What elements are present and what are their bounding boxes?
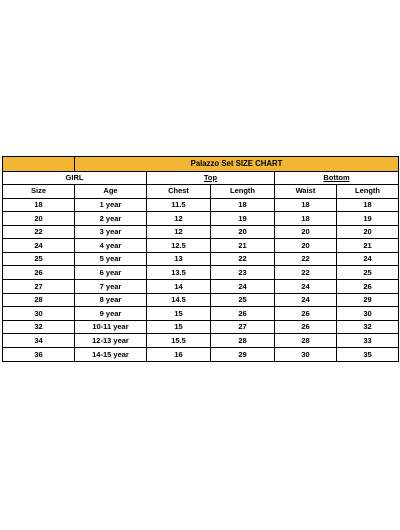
col-header-bottom-length: Length (337, 184, 399, 198)
size-cell: 32 (3, 320, 75, 334)
bottom-length-cell: 26 (337, 280, 399, 294)
top-length-cell: 29 (211, 348, 275, 362)
col-header-age: Age (75, 184, 147, 198)
age-cell: 6 year (75, 266, 147, 280)
waist-cell: 20 (275, 239, 337, 253)
top-length-cell: 21 (211, 239, 275, 253)
size-cell: 20 (3, 212, 75, 226)
bottom-length-cell: 19 (337, 212, 399, 226)
waist-cell: 18 (275, 198, 337, 212)
bottom-length-cell: 21 (337, 239, 399, 253)
bottom-length-cell: 33 (337, 334, 399, 348)
age-cell: 12-13 year (75, 334, 147, 348)
table-row (3, 334, 399, 348)
bottom-length-cell: 25 (337, 266, 399, 280)
table-row (3, 212, 399, 226)
group-top: Top (147, 172, 275, 185)
table-row (3, 280, 399, 294)
table-row (3, 307, 399, 321)
size-cell: 36 (3, 348, 75, 362)
chest-cell: 12.5 (147, 239, 211, 253)
age-cell: 4 year (75, 239, 147, 253)
col-header-top-length: Length (211, 184, 275, 198)
group-header-row (3, 172, 399, 185)
bottom-length-cell: 29 (337, 293, 399, 307)
table-row (3, 225, 399, 239)
table-row (3, 252, 399, 266)
top-length-cell: 19 (211, 212, 275, 226)
chest-cell: 16 (147, 348, 211, 362)
size-cell: 34 (3, 334, 75, 348)
top-length-cell: 20 (211, 225, 275, 239)
chest-cell: 12 (147, 212, 211, 226)
top-length-cell: 27 (211, 320, 275, 334)
title-row (3, 157, 399, 172)
table-row (3, 348, 399, 362)
size-cell: 26 (3, 266, 75, 280)
bottom-length-cell: 24 (337, 252, 399, 266)
waist-cell: 18 (275, 212, 337, 226)
waist-cell: 26 (275, 307, 337, 321)
size-chart-table (2, 156, 399, 362)
group-bottom: Bottom (275, 172, 399, 185)
waist-cell: 20 (275, 225, 337, 239)
size-cell: 24 (3, 239, 75, 253)
top-length-cell: 23 (211, 266, 275, 280)
age-cell: 8 year (75, 293, 147, 307)
bottom-length-cell: 30 (337, 307, 399, 321)
title-blank-cell (3, 157, 75, 172)
table-row (3, 239, 399, 253)
bottom-length-cell: 32 (337, 320, 399, 334)
table-row (3, 320, 399, 334)
waist-cell: 30 (275, 348, 337, 362)
top-length-cell: 26 (211, 307, 275, 321)
chest-cell: 15.5 (147, 334, 211, 348)
waist-cell: 22 (275, 252, 337, 266)
col-header-chest: Chest (147, 184, 211, 198)
bottom-length-cell: 18 (337, 198, 399, 212)
table-row (3, 293, 399, 307)
waist-cell: 22 (275, 266, 337, 280)
chest-cell: 15 (147, 320, 211, 334)
waist-cell: 24 (275, 293, 337, 307)
table-row (3, 266, 399, 280)
chest-cell: 13 (147, 252, 211, 266)
chest-cell: 11.5 (147, 198, 211, 212)
chest-cell: 14.5 (147, 293, 211, 307)
waist-cell: 26 (275, 320, 337, 334)
waist-cell: 24 (275, 280, 337, 294)
waist-cell: 28 (275, 334, 337, 348)
chest-cell: 12 (147, 225, 211, 239)
age-cell: 14-15 year (75, 348, 147, 362)
size-cell: 18 (3, 198, 75, 212)
group-girl: GIRL (3, 172, 147, 185)
top-length-cell: 22 (211, 252, 275, 266)
top-length-cell: 28 (211, 334, 275, 348)
size-cell: 25 (3, 252, 75, 266)
chest-cell: 14 (147, 280, 211, 294)
column-header-row (3, 184, 399, 198)
age-cell: 10-11 year (75, 320, 147, 334)
chest-cell: 13.5 (147, 266, 211, 280)
bottom-length-cell: 35 (337, 348, 399, 362)
col-header-size: Size (3, 184, 75, 198)
top-length-cell: 25 (211, 293, 275, 307)
size-cell: 22 (3, 225, 75, 239)
top-length-cell: 24 (211, 280, 275, 294)
top-length-cell: 18 (211, 198, 275, 212)
age-cell: 5 year (75, 252, 147, 266)
size-chart-body (3, 157, 399, 362)
age-cell: 3 year (75, 225, 147, 239)
age-cell: 1 year (75, 198, 147, 212)
age-cell: 9 year (75, 307, 147, 321)
size-cell: 30 (3, 307, 75, 321)
chart-title: Palazzo Set SIZE CHART (75, 157, 399, 172)
bottom-length-cell: 20 (337, 225, 399, 239)
table-row (3, 198, 399, 212)
size-cell: 28 (3, 293, 75, 307)
col-header-waist: Waist (275, 184, 337, 198)
age-cell: 7 year (75, 280, 147, 294)
size-cell: 27 (3, 280, 75, 294)
chest-cell: 15 (147, 307, 211, 321)
age-cell: 2 year (75, 212, 147, 226)
